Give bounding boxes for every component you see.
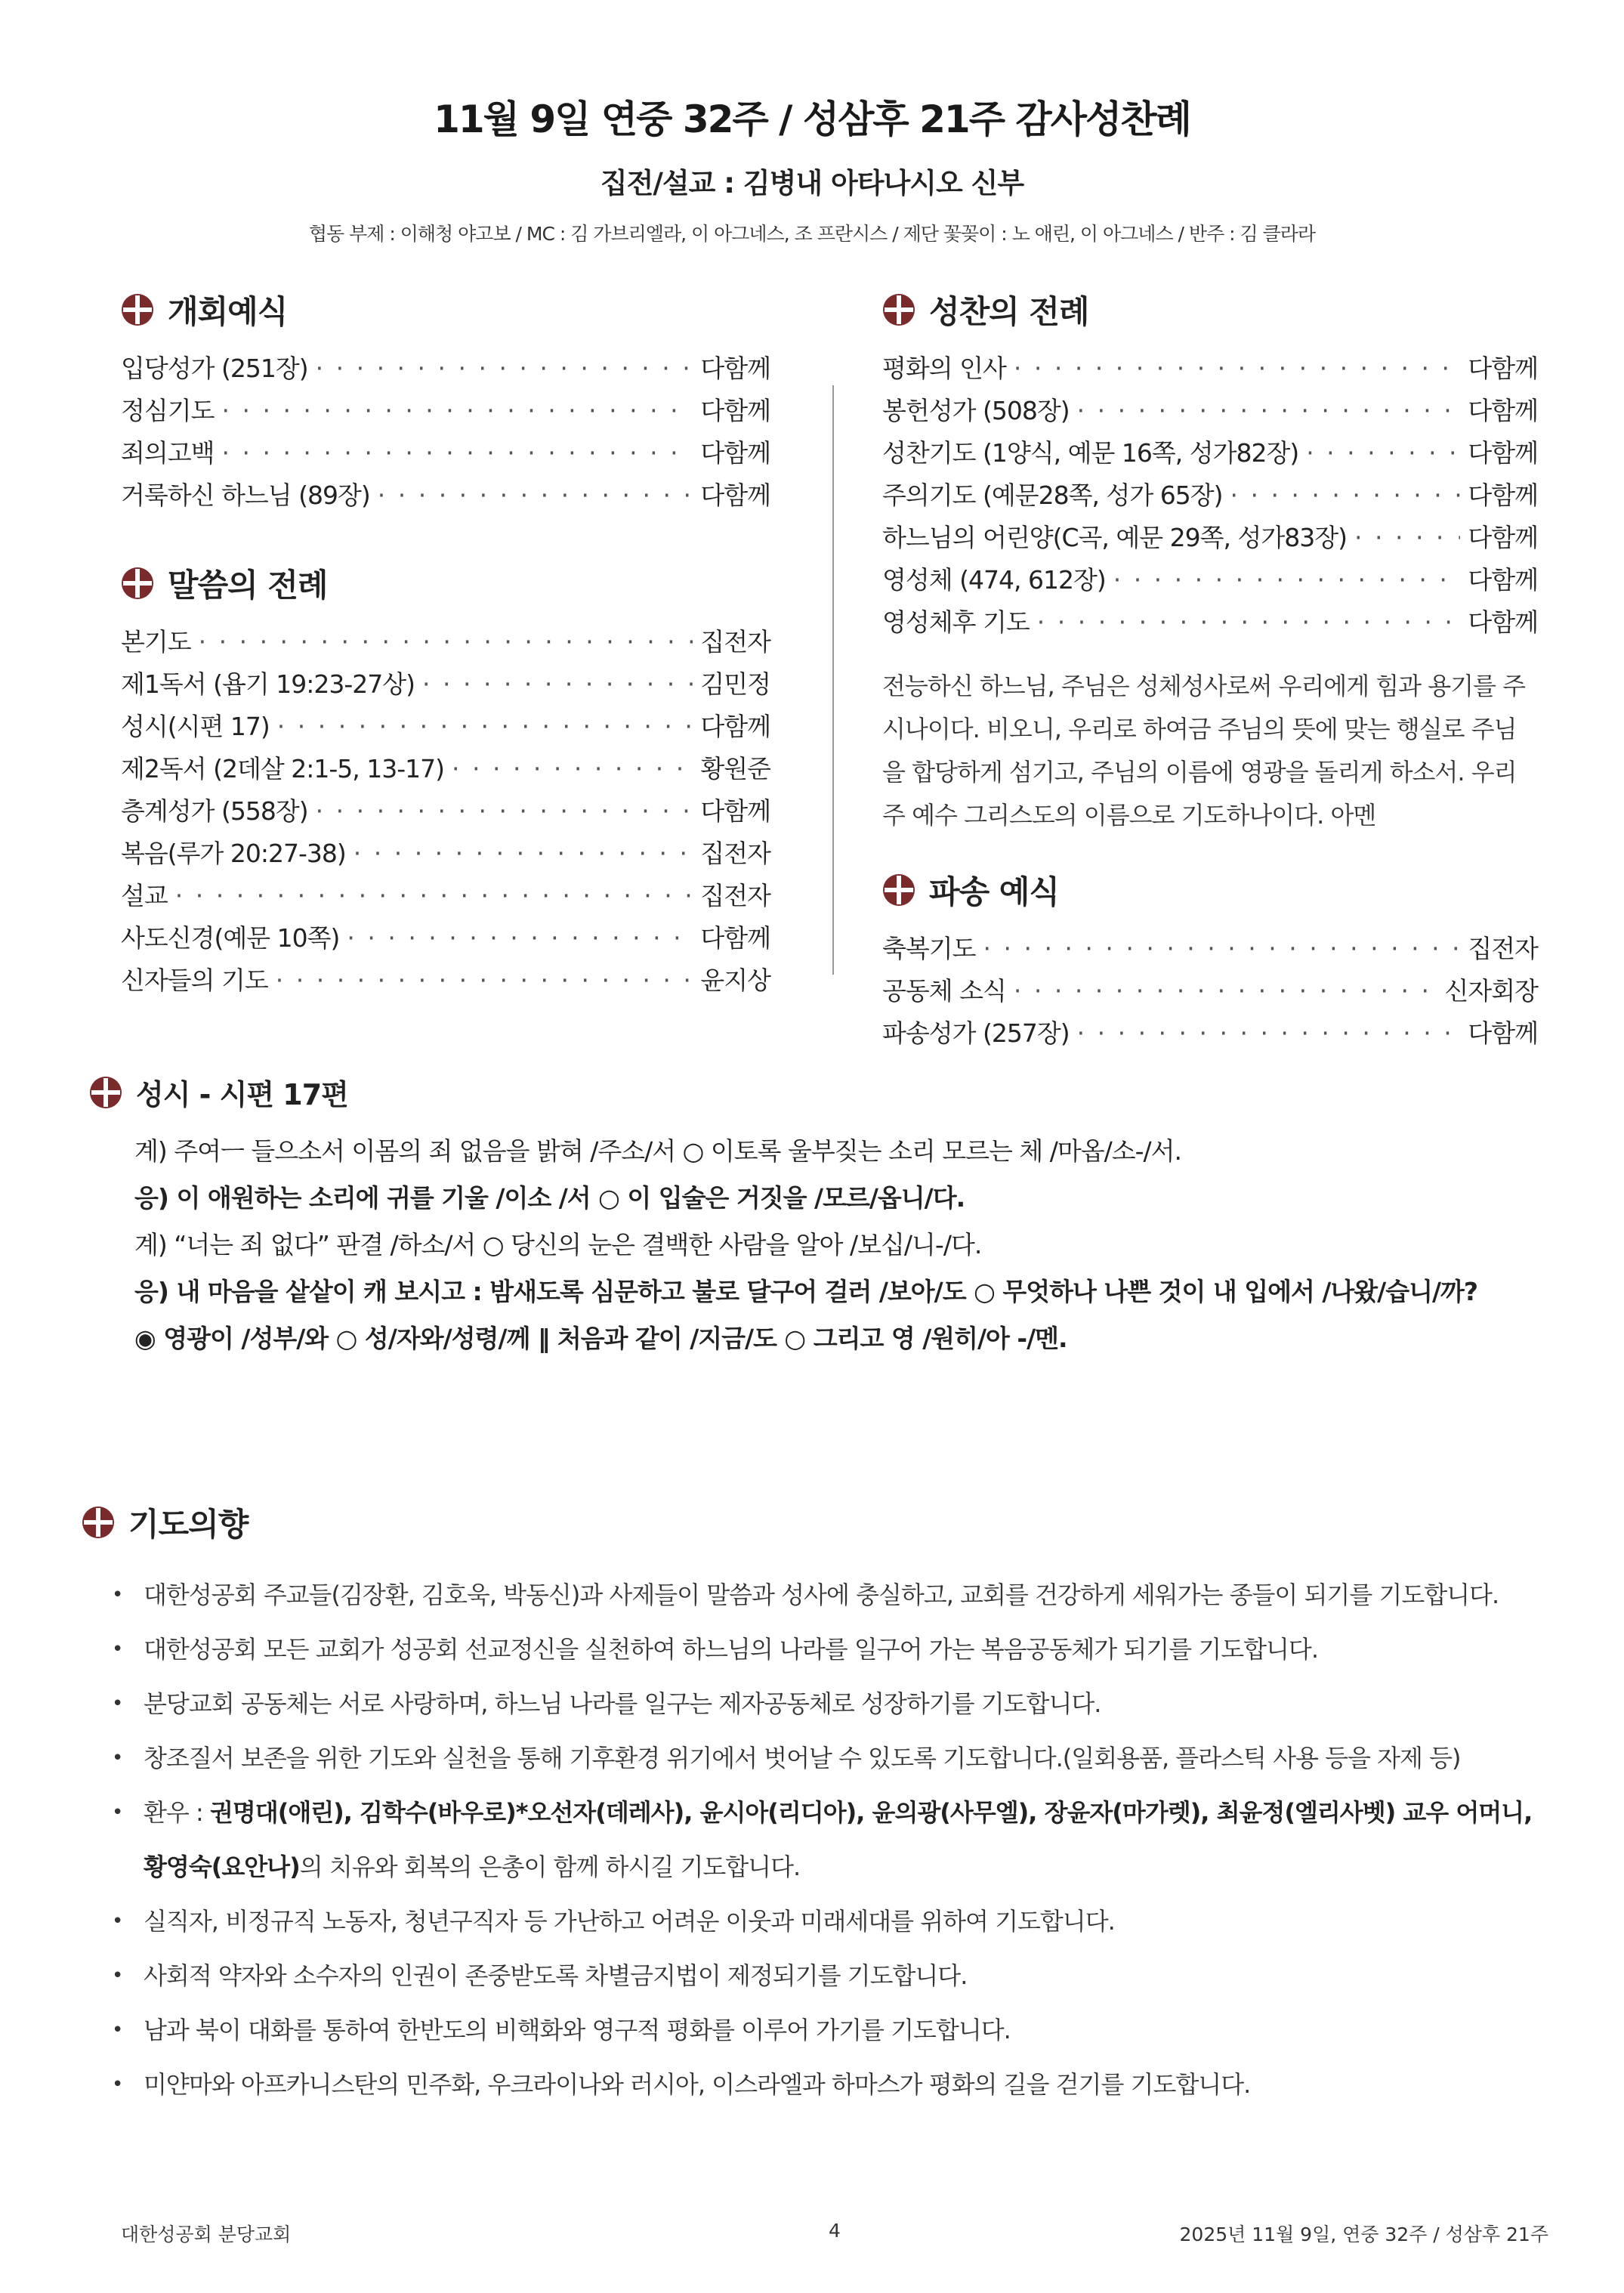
intentions-list bbox=[82, 1568, 1555, 2112]
dot-leader bbox=[277, 712, 693, 741]
dot-leader bbox=[1077, 1018, 1461, 1048]
dot-leader bbox=[1230, 481, 1460, 510]
list-item: • 미얀마와 아프카니스탄의 민주화, 우크라이나와 러시아, 이스라엘과 하마스가 평화의 길을 걷기를 기도합니다. bbox=[112, 2057, 1555, 2112]
page-number: 4 bbox=[829, 2220, 841, 2242]
opening-section-title: 개회예식 bbox=[121, 287, 770, 332]
dot-leader bbox=[1306, 438, 1460, 468]
psalm-section-title: 성시 - 시편 17편 bbox=[89, 1071, 1547, 1113]
order-row: 사도신경(예문 10쪽) · · · 다함께 bbox=[121, 919, 770, 961]
dot-leader bbox=[316, 796, 693, 826]
dot-leader bbox=[1113, 565, 1461, 595]
order-row: 성시(시편 17) · · · 다함께 bbox=[121, 707, 770, 749]
dismissal-section-title: 파송 예식 bbox=[882, 867, 1538, 913]
roles-line: 협동 부제 : 이해청 야고보 / MC : 김 가브리엘라, 이 아그네스, 조 프란시스 / 제단 꽃꽂이 : 노 애린, 이 아그네스 / 반주 : 김 클라라 bbox=[308, 223, 1316, 245]
dot-leader bbox=[347, 923, 693, 953]
psalm-section bbox=[89, 1071, 1547, 1362]
order-row: 주의기도 (예문28쪽, 성가 65장) · · · 다함께 bbox=[882, 476, 1538, 518]
dot-leader bbox=[1077, 396, 1461, 425]
dot-leader bbox=[1014, 354, 1460, 383]
footer-date: 2025년 11월 9일, 연중 32주 / 성삼후 21주 bbox=[1179, 2223, 1548, 2245]
anglican-cross-icon bbox=[882, 293, 915, 326]
anglican-cross-icon bbox=[121, 293, 154, 326]
page-header bbox=[0, 89, 1624, 246]
order-row: 신자들의 기도 · · · 윤지상 bbox=[121, 961, 770, 1003]
dot-leader bbox=[422, 669, 693, 699]
anglican-cross-icon bbox=[882, 873, 915, 907]
page-footer bbox=[121, 2220, 1548, 2247]
eucharist-section-title: 성찬의 전례 bbox=[882, 287, 1538, 332]
column-divider bbox=[832, 385, 834, 975]
order-row: 죄의고백 · · · 다함께 bbox=[121, 434, 770, 476]
left-column bbox=[121, 287, 770, 1003]
order-row: 복음(루가 20:27-38) · · · 집전자 bbox=[121, 834, 770, 876]
psalm-line-response: 응) 내 마음을 샅샅이 캐 보시고 : 밤새도록 심문하고 불로 달구어 걸러 /보아/도 ○ 무엇하나 나쁜 것이 내 입에서 /나왔/습니/까? bbox=[134, 1277, 1478, 1306]
word-section-title: 말씀의 전례 bbox=[121, 561, 770, 606]
order-row: 제1독서 (욥기 19:23-27상) · · · 김민정 bbox=[121, 665, 770, 707]
psalm-lines bbox=[89, 1128, 1547, 1362]
psalm-line-gloria: ◉ 영광이 /성부/와 ○ 성/자와/성령/께 ‖ 처음과 같이 /지금/도 ○ 그리고 영 /원히/아 -/멘. bbox=[134, 1324, 1067, 1353]
list-item: • 남과 북이 대화를 통하여 한반도의 비핵화와 영구적 평화를 이루어 가기를 기도합니다. bbox=[112, 2003, 1555, 2057]
order-row: 축복기도 · · · 집전자 bbox=[882, 929, 1538, 972]
order-row: 성찬기도 (1양식, 예문 16쪽, 성가82장) · · · 다함께 bbox=[882, 434, 1538, 476]
order-row: 파송성가 (257장) · · · 다함께 bbox=[882, 1014, 1538, 1056]
list-item: • 대한성공회 모든 교회가 성공회 선교정신을 실천하여 하느님의 나라를 일구어 가는 복음공동체가 되기를 기도합니다. bbox=[112, 1622, 1555, 1676]
order-row: 영성체 (474, 612장) · · · 다함께 bbox=[882, 561, 1538, 603]
psalm-line-leader: 계) “너는 죄 없다” 판결 /하소/서 ○ 당신의 눈은 결백한 사람을 알아 /보십/니-/다. bbox=[134, 1230, 982, 1259]
order-row: 입당성가 (251장) · · · 다함께 bbox=[121, 349, 770, 391]
right-column bbox=[882, 287, 1538, 1056]
list-item: • 실직자, 비정규직 노동자, 청년구직자 등 가난하고 어려운 이웃과 미래세대를 위하여 기도합니다. bbox=[112, 1894, 1555, 1948]
dot-leader bbox=[1037, 607, 1461, 637]
celebrant-line: 집전/설교 : 김병내 아타나시오 신부 bbox=[600, 167, 1024, 199]
dot-leader bbox=[199, 627, 693, 657]
dot-leader bbox=[175, 881, 693, 910]
footer-church: 대한성공회 분당교회 bbox=[121, 2223, 292, 2245]
dismissal-order-list bbox=[882, 929, 1538, 1056]
page-title: 11월 9일 연중 32주 / 성삼후 21주 감사성찬례 bbox=[434, 97, 1190, 141]
anglican-cross-icon bbox=[82, 1506, 115, 1539]
order-row: 영성체후 기도 · · · 다함께 bbox=[882, 603, 1538, 645]
order-row: 층계성가 (558장) · · · 다함께 bbox=[121, 792, 770, 834]
dot-leader bbox=[222, 438, 693, 468]
order-row: 제2독서 (2데살 2:1-5, 13-17) · · · 황원준 bbox=[121, 749, 770, 792]
dot-leader bbox=[452, 754, 693, 783]
list-item: • 창조질서 보존을 위한 기도와 실천을 통해 기후환경 위기에서 벗어날 수 있도록 기도합니다.(일회용품, 플라스틱 사용 등을 자제 등) bbox=[112, 1731, 1555, 1785]
dot-leader bbox=[1354, 523, 1460, 552]
psalm-line-leader: 계) 주여ㅡ 들으소서 이몸의 죄 없음을 밝혀 /주소/서 ○ 이토록 울부짖는 소리 모르는 체 /마옵/소-/서. bbox=[134, 1136, 1181, 1166]
opening-order-list bbox=[121, 349, 770, 518]
anglican-cross-icon bbox=[121, 567, 154, 600]
order-row: 정심기도 · · · 다함께 bbox=[121, 391, 770, 434]
dot-leader bbox=[222, 396, 693, 425]
list-item: • 대한성공회 주교들(김장환, 김호욱, 박동신)과 사제들이 말씀과 성사에 충실하고, 교회를 건강하게 세워가는 종들이 되기를 기도합니다. bbox=[112, 1568, 1555, 1622]
order-row: 본기도 · · · 집전자 bbox=[121, 623, 770, 665]
dot-leader bbox=[316, 354, 693, 383]
order-row: 거룩하신 하느님 (89장) · · · 다함께 bbox=[121, 476, 770, 518]
dot-leader bbox=[1014, 976, 1437, 1006]
list-item: • 사회적 약자와 소수자의 인권이 존중받도록 차별금지법이 제정되기를 기도합니다. bbox=[112, 1948, 1555, 2003]
eucharist-order-list bbox=[882, 349, 1538, 645]
post-communion-prayer: 전능하신 하느님, 주님은 성체성사로써 우리에게 힘과 용기를 주시나이다. 비오니, 우리로 하여금 주님의 뜻에 맞는 행실로 주님을 합당하게 섬기고, 주님의 이름에 영광을 돌리게 하소서. 우리 주 예수 그리스도의 이름으로 기도하나이다. 아멘 bbox=[882, 672, 1526, 830]
anglican-cross-icon bbox=[89, 1076, 122, 1109]
dot-leader bbox=[378, 481, 693, 510]
intentions-section bbox=[82, 1500, 1555, 2112]
intentions-section-title: 기도의향 bbox=[82, 1500, 1555, 1545]
psalm-line-response: 응) 이 애원하는 소리에 귀를 기울 /이소 /서 ○ 이 입술은 거짓을 /모르/옵니/다. bbox=[134, 1183, 965, 1213]
dot-leader bbox=[983, 934, 1461, 963]
list-item: • 분당교회 공동체는 서로 사랑하며, 하느님 나라를 일구는 제자공동체로 성장하기를 기도합니다. bbox=[112, 1676, 1555, 1731]
order-row: 평화의 인사 · · · 다함께 bbox=[882, 349, 1538, 391]
order-row: 하느님의 어린양(C곡, 예문 29쪽, 성가83장) · · · 다함께 bbox=[882, 518, 1538, 561]
sick-names: 권명대(애린), 김학수(바우로)*오선자(데레사), 윤시아(리디아), 윤의광(사무엘), 장윤자(마가렛), 최윤정(엘리사벳) 교우 어머니, 황영숙(요안나) bbox=[144, 1798, 1533, 1881]
order-row: 공동체 소식 · · · 신자회장 bbox=[882, 972, 1538, 1014]
order-row: 봉헌성가 (508장) · · · 다함께 bbox=[882, 391, 1538, 434]
list-item-sick: • 환우 : 권명대(애린), 김학수(바우로)*오선자(데레사), 윤시아(리디아), 윤의광(사무엘), 장윤자(마가렛), 최윤정(엘리사벳) 교우 어머니, 황영숙(요안나)의 치유와 회복의 은총이 함께 하시길 기도합니다. bbox=[112, 1785, 1555, 1894]
dot-leader bbox=[354, 839, 693, 868]
word-order-list bbox=[121, 623, 770, 1003]
order-row: 설교 · · · 집전자 bbox=[121, 876, 770, 919]
dot-leader bbox=[276, 966, 693, 995]
